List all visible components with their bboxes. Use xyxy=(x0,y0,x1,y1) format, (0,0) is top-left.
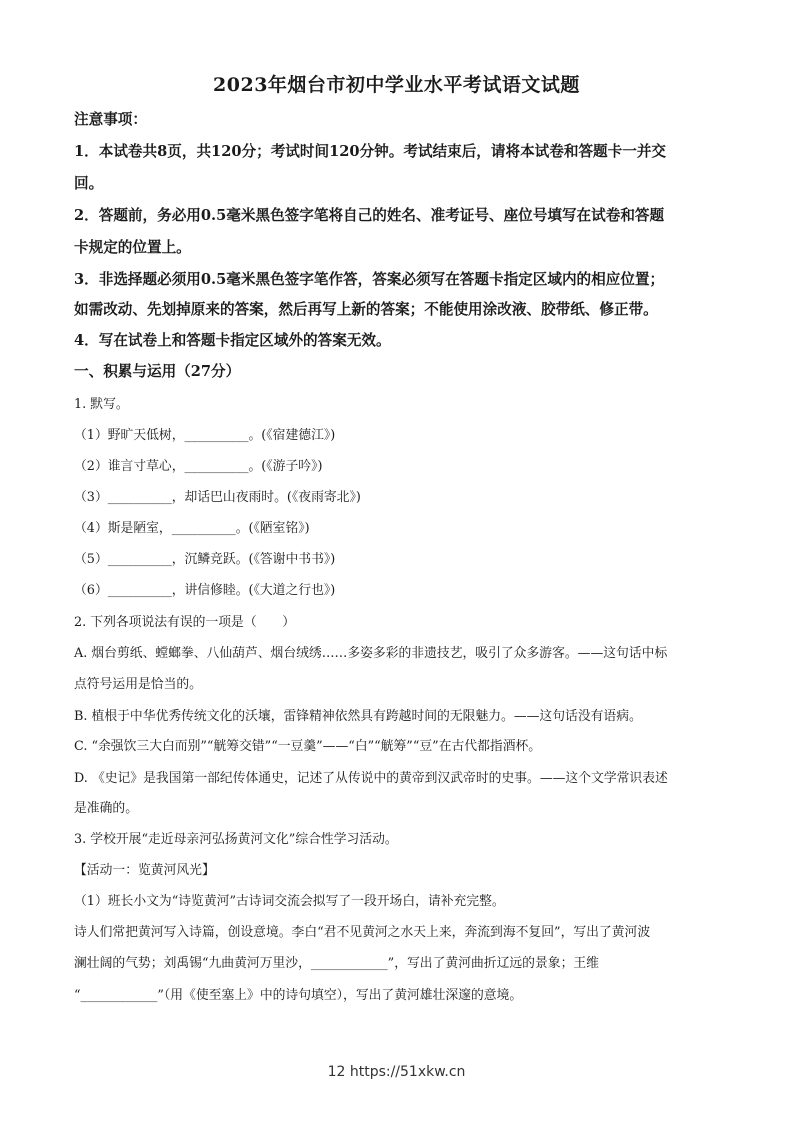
question-2-option: 是准确的。 xyxy=(74,801,138,816)
notice-item: 3．非选择题必须用0.5毫米黑色签字笔作答，答案必须写在答题卡指定区域内的相应位置； xyxy=(74,271,665,288)
notice-item: 卡规定的位置上。 xyxy=(74,239,191,256)
question-2-option: 点符号运用是恰当的。 xyxy=(74,677,202,692)
question-2-option: B. 植根于中华优秀传统文化的沃壤，雷锋精神依然具有跨越时间的无限魅力。——这句话没有语病。 xyxy=(74,709,642,724)
question-3-paragraph: “____________”（用《使至塞上》中的诗句填空），写出了黄河雄壮深邃的意境。 xyxy=(74,988,523,1003)
question-1-item: （6）__________，讲信修睦。(《大道之行也》) xyxy=(74,583,336,598)
page-footer: 12 https://51xkw.cn xyxy=(327,1064,466,1080)
question-2-option: A. 烟台剪纸、螳螂拳、八仙葫芦、烟台绒绣……多姿多彩的非遗技艺，吸引了众多游客。——这句话中标 xyxy=(74,646,668,661)
activity-title: 【活动一：览黄河风光】 xyxy=(74,863,215,878)
page-title: 2023年烟台市初中学业水平考试语文试题 xyxy=(213,74,580,96)
question-1-item: （1）野旷天低树，__________。(《宿建德江》) xyxy=(74,428,336,443)
question-1-item: （4）斯是陋室，__________。(《陋室铭》) xyxy=(74,521,310,536)
notice-item: 如需改动、先划掉原来的答案，然后再写上新的答案；不能使用涂改液、胶带纸、修正带。 xyxy=(74,301,658,318)
notice-item: 回。 xyxy=(74,175,104,192)
question-1-item: （2）谁言寸草心，__________。(《游子吟》) xyxy=(74,459,323,474)
notice-heading: 注意事项： xyxy=(74,111,147,128)
question-2-option: D. 《史记》是我国第一部纪传体通史，记述了从传说中的黄帝到汉武帝时的史事。——这个文学常识表述 xyxy=(74,771,668,786)
question-1-item: （3）__________，却话巴山夜雨时。(《夜雨寄北》) xyxy=(74,490,361,505)
notice-item: 1．本试卷共8页，共120分；考试时间120分钟。考试结束后，请将本试卷和答题卡一并交 xyxy=(74,143,667,160)
question-1-stem: 1. 默写。 xyxy=(74,397,129,412)
question-2-stem: 2. 下列各项说法有误的一项是（ ） xyxy=(74,615,296,630)
question-3-sub: （1）班长小文为“诗览黄河”古诗词交流会拟写了一段开场白，请补充完整。 xyxy=(74,894,505,909)
question-3-paragraph: 诗人们常把黄河写入诗篇，创设意境。李白“君不见黄河之水天上来，奔流到海不复回”，写出了黄河波 xyxy=(74,925,651,940)
question-2-option: C. “余强饮三大白而别”“觥筹交错”“一豆羹”——“白”“觥筹”“豆”在古代都指酒杯。 xyxy=(74,739,542,754)
notice-item: 2．答题前，务必用0.5毫米黑色签字笔将自己的姓名、准考证号、座位号填写在试卷和答题 xyxy=(74,207,665,224)
question-3-paragraph: 澜壮阔的气势；刘禹锡“九曲黄河万里沙，____________”，写出了黄河曲折辽远的景象；王维 xyxy=(74,956,599,971)
question-3-stem: 3. 学校开展“走近母亲河弘扬黄河文化”综合性学习活动。 xyxy=(74,832,398,847)
section-heading: 一、积累与运用（27分） xyxy=(74,363,241,380)
notice-item: 4．写在试卷上和答题卡指定区域外的答案无效。 xyxy=(74,332,391,349)
question-1-item: （5）__________，沉鳞竞跃。(《答谢中书书》) xyxy=(74,552,336,567)
